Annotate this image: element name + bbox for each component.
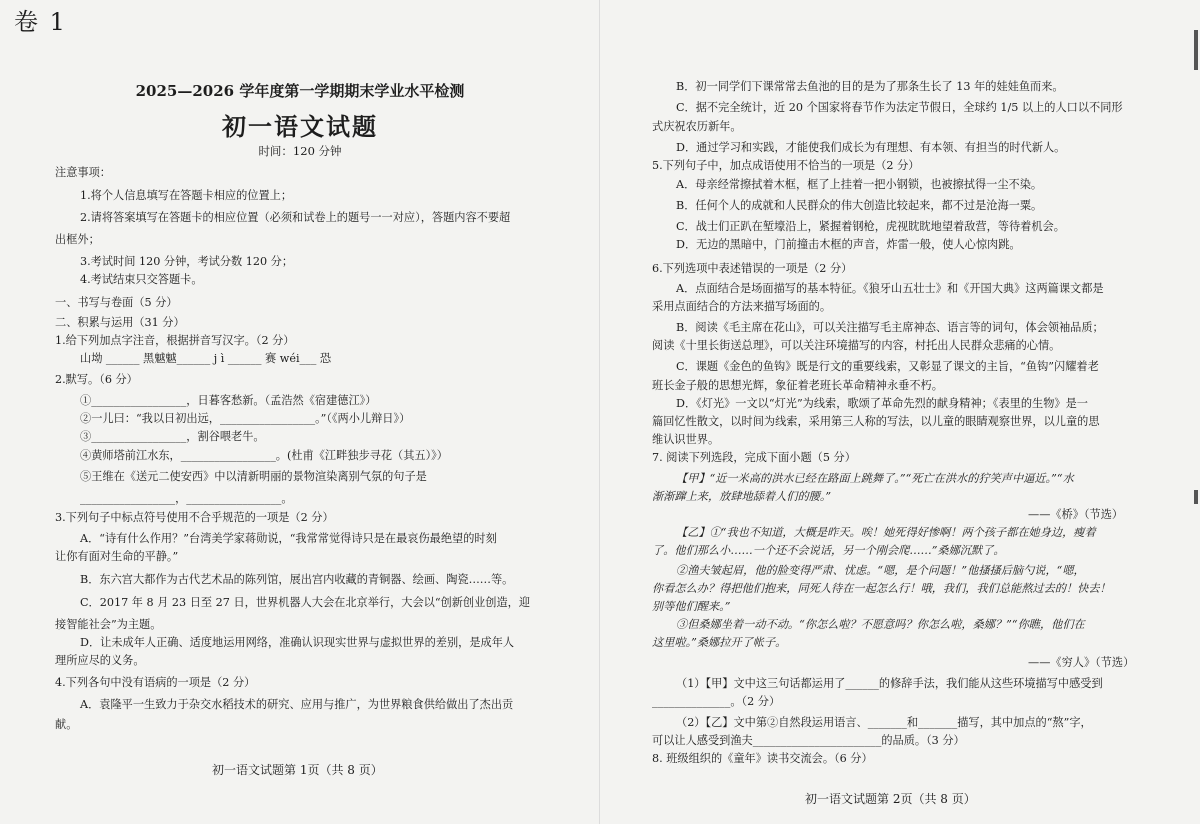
question-stem: 2.默写。（6 分）: [55, 373, 138, 386]
notice-item: 3.考试时间 120 分钟，考试分数 120 分；: [80, 255, 294, 268]
option-line-continued: 献。: [55, 718, 78, 731]
sub-question: （1）【甲】文中这三句话都运用了______的修辞手法，我们能从这些环境描写中感受到: [676, 677, 1103, 690]
option-line-continued: 式庆祝农历新年。: [652, 120, 742, 133]
option-line: A．母亲经常擦拭着木框，框了上挂着一把小钢锁，也被擦拭得一尘不染。: [676, 178, 1043, 191]
passage-line: 别等他们醒来。”: [652, 600, 731, 613]
section-heading: 一、书写与卷面（5 分）: [55, 296, 178, 309]
sub-question-continued: 可以让人感受到渔夫_______________________的品质。（3 分）: [652, 734, 965, 747]
exam-volume-label: 卷 1: [14, 8, 67, 36]
option-line: D．让未成年人正确、适度地运用网络，准确认识现实世界与虚拟世界的差别，是成年人: [80, 636, 515, 649]
option-line: B．任何个人的成就和人民群众的伟大创造比较起来，都不过是沧海一粟。: [676, 199, 1043, 212]
option-line: A．“诗有什么作用？”台湾美学家蒋勋说，“我常常觉得诗只是在最哀伤最绝望的时刻: [80, 532, 497, 545]
question-stem: 7. 阅读下列选段，完成下面小题（5 分）: [652, 451, 856, 464]
question-stem: 3.下列句子中标点符号使用不合乎规范的一项是（2 分）: [55, 511, 334, 524]
passage-line: 了。他们那么小……一个还不会说话，另一个刚会爬……”桑娜沉默了。: [652, 544, 1005, 557]
notice-item: 2.请将答案填写在答题卡的相应位置（必须和试卷上的题号一一对应），答题内容不要超: [80, 211, 511, 224]
dictation-line: ④黄师塔前江水东，_________________。(杜甫《江畔独步寻花（其五）》）: [80, 449, 448, 462]
question-blanks: 山坳 ______ 黑魆魆______ j ì ______ 赛 wéi___ 恐: [80, 352, 332, 365]
scan-edge-mark: [1194, 30, 1198, 70]
passage-line: 这里啦。”桑娜拉开了帐子。: [652, 636, 787, 649]
dictation-line: ③_________________，割谷喂老牛。: [80, 430, 265, 443]
section-heading: 二、积累与运用（31 分）: [55, 316, 185, 329]
option-line-continued: 维认识世界。: [652, 433, 720, 446]
passage-line: 渐渐蹿上来，放肆地舔着人们的腰。”: [652, 490, 832, 503]
passage-line: 你看怎么办？得把他们抱来，同死人待在一起怎么行！哦，我们，我们总能熬过去的！快去！: [652, 582, 1111, 595]
option-line: A．点面结合是场面描写的基本特征。《狼牙山五壮士》和《开国大典》这两篇课文都是: [676, 282, 1104, 295]
passage-line: ②渔夫皱起眉，他的脸变得严肃、忧虑。“嗯，是个问题！”他搔搔后脑勺说，“嗯，: [676, 564, 1085, 577]
option-line: B．东六宫大都作为古代艺术品的陈列馆，展出宫内收藏的青铜器、绘画、陶瓷……等。: [80, 573, 514, 586]
question-stem: 1.给下列加点字注音，根据拼音写汉字。（2 分）: [55, 334, 295, 347]
exam-page-right: [600, 0, 1200, 824]
dictation-blanks: _________________，_________________。: [80, 492, 293, 505]
option-line: D．无边的黑暗中，门前撞击木框的声音，炸雷一般，使人心惊肉跳。: [676, 238, 1021, 251]
option-line: D．《灯光》一文以“灯光”为线索，歌颂了革命先烈的献身精神；《表里的生物》是一: [676, 397, 1088, 410]
option-line: C．2017 年 8 月 23 日至 27 日，世界机器人大会在北京举行，大会以“创新创业创造，迎: [80, 596, 531, 609]
scan-edge-mark: [1194, 490, 1198, 504]
option-line-continued: 阅读《十里长街送总理》，可以关注环境描写的内容，村托出人民群众悲痛的心情。: [652, 339, 1061, 352]
passage-line: 【甲】“近一米高的洪水已经在路面上跳舞了。”“死亡在洪水的狞笑声中逼近。”“水: [676, 472, 1074, 485]
option-line-continued: 让你有面对生命的平静。”: [55, 550, 179, 563]
option-line: B．初一同学们下课常常去鱼池的目的是为了那条生长了 13 年的娃娃鱼而来。: [676, 80, 1064, 93]
option-line: A．袁隆平一生致力于杂交水稻技术的研究、应用与推广，为世界粮食供给做出了杰出贡: [80, 698, 514, 711]
notice-item: 1.将个人信息填写在答题卡相应的位置上；: [80, 189, 293, 202]
passage-source: ——《桥》（节选）: [1028, 508, 1124, 521]
option-line: B．阅读《毛主席在花山》，可以关注描写毛主席神态、语言等的词句，体会领袖品质；: [676, 321, 1104, 334]
page-footer: 初一语文试题第 2页（共 8 页）: [805, 792, 976, 806]
notice-heading: 注意事项：: [55, 166, 111, 179]
exam-subject-title: 初一语文试题: [222, 112, 378, 141]
notice-item: 4.考试结束只交答题卡。: [80, 273, 203, 286]
dictation-line: ②一儿曰：“我以日初出远，_________________。”（《两小儿辩日》）: [80, 412, 411, 425]
passage-line: 【乙】①“我也不知道，大概是昨天。唉！她死得好惨啊！两个孩子都在她身边，瘦着: [676, 526, 1096, 539]
question-stem: 5.下列句子中，加点成语使用不恰当的一项是（2 分）: [652, 159, 920, 172]
dictation-line: ①_________________，日暮客愁新。（孟浩然《宿建德江》）: [80, 394, 377, 407]
option-line: C．课题《金色的鱼钩》既是行文的重要线索，又彰显了课文的主旨，“鱼钩”闪耀着老: [676, 360, 1099, 373]
option-line: C．战士们正趴在堑壕沿上，紧握着钢枪，虎视眈眈地望着敌营，等待着机会。: [676, 220, 1065, 233]
sub-question-continued: ______________。（2 分）: [652, 695, 781, 708]
notice-item-continued: 出框外；: [55, 233, 100, 246]
question-stem: 4.下列各句中没有语病的一项是（2 分）: [55, 676, 256, 689]
passage-source: ——《穷人》（节选）: [1028, 656, 1135, 669]
question-stem: 8. 班级组织的《童年》读书交流会。（6 分）: [652, 752, 873, 765]
exam-year-title: 2025—2026 学年度第一学期期末学业水平检测: [135, 82, 465, 100]
page-footer: 初一语文试题第 1页（共 8 页）: [212, 763, 383, 777]
option-line: D．通过学习和实践，才能使我们成长为有理想、有本领、有担当的时代新人。: [676, 141, 1066, 154]
option-line-continued: 采用点面结合的方法来描写场面的。: [652, 300, 832, 313]
option-line-continued: 班长金子般的思想光辉，象征着老班长革命精神永垂不朽。: [652, 379, 943, 392]
option-line-continued: 接智能社会”为主题。: [55, 618, 162, 631]
passage-line: ③但桑娜坐着一动不动。“你怎么啦？不愿意吗？你怎么啦，桑娜？”“你瞧，他们在: [676, 618, 1085, 631]
question-stem: 6.下列选项中表述错误的一项是（2 分）: [652, 262, 853, 275]
option-line-continued: 篇回忆性散文，以时间为线索，采用第三人称的写法，以儿童的眼睛观察世界，以儿童的思: [652, 415, 1100, 428]
option-line-continued: 理所应尽的义务。: [55, 654, 145, 667]
exam-duration: 时间：120 分钟: [258, 144, 342, 158]
option-line: C．据不完全统计，近 20 个国家将春节作为法定节假日，全球约 1/5 以上的人口以不同形: [676, 101, 1123, 114]
dictation-line: ⑤王维在《送元二使安西》中以清新明丽的景物渲染离别气氛的句子是: [80, 470, 427, 483]
sub-question: （2）【乙】文中第②自然段运用语言、_______和_______描写，其中加点的“熬”字，: [676, 716, 1092, 729]
